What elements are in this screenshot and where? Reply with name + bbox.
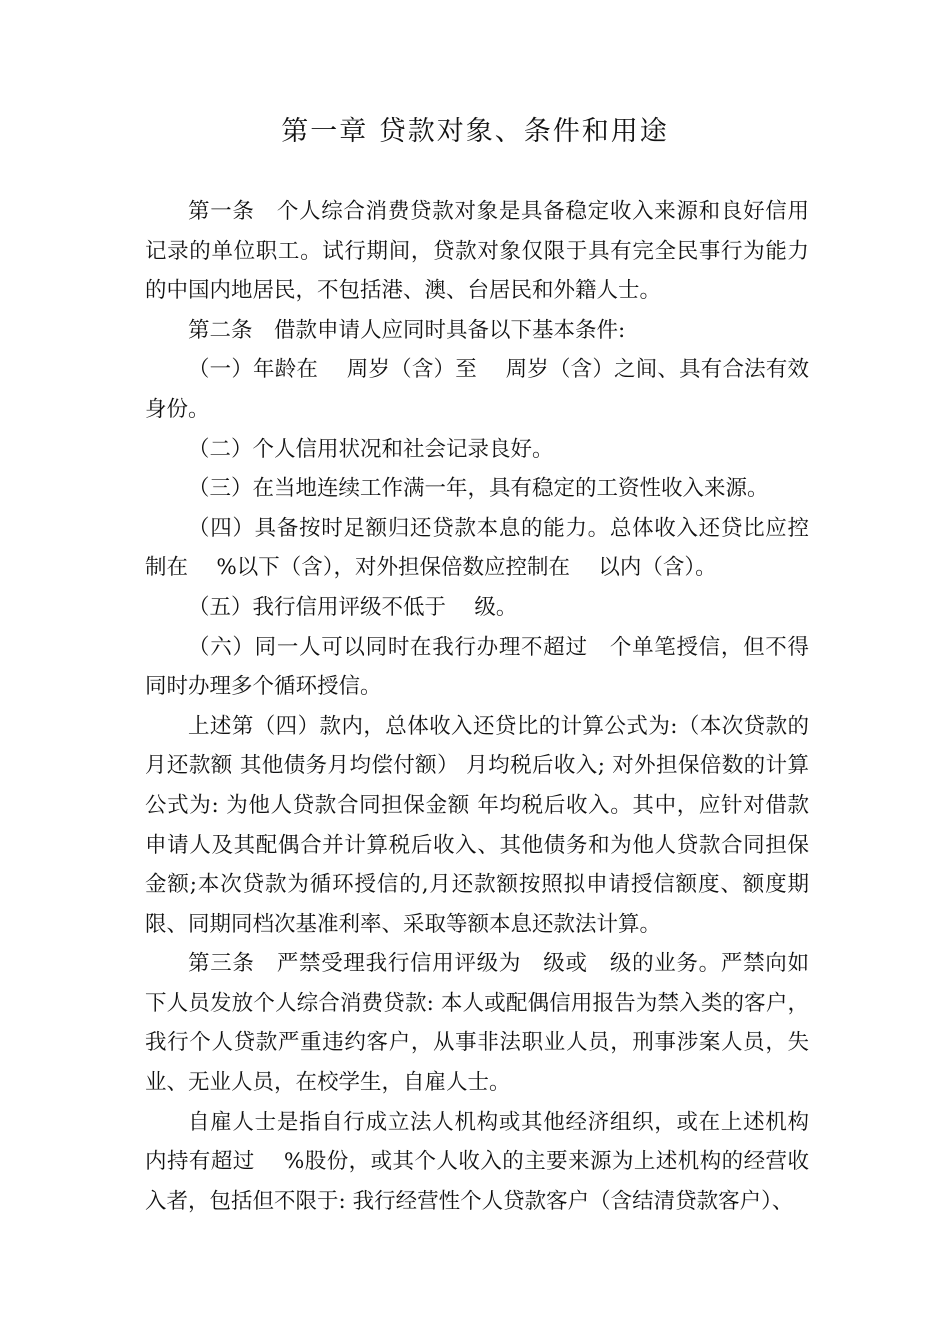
article-1-paragraph: 第一条 个人综合消费贷款对象是具备稳定收入来源和良好信用记录的单位职工。试行期间，贷款对象仅限于具有完全民事行为能力的中国内地居民，不包括港、澳、台居民和外籍人士。 xyxy=(145,199,809,304)
condition-6-paragraph: （六）同一人可以同时在我行办理不超过 个单笔授信，但不得同时办理多个循环授信。 xyxy=(145,634,809,700)
condition-4-paragraph: （四）具备按时足额归还贷款本息的能力。总体收入还贷比应控制在 %以下（含），对外担保倍数应控制在 以内（含）。 xyxy=(145,515,809,581)
condition-3-paragraph: （三）在当地连续工作满一年，具有稳定的工资性收入来源。 xyxy=(188,476,769,502)
chapter-title: 第一章 贷款对象、条件和用途 xyxy=(281,116,669,147)
document-body xyxy=(145,192,809,1221)
article-3-paragraph: 第三条 严禁受理我行信用评级为 级或 级的业务。严禁向如下人员发放个人综合消费贷款: 本人或配偶信用报告为禁入类的客户，我行个人贷款严重违约客户，从事非法职业人员，刑事涉案人员，失业、无业人员，在校学生，自雇人士。 xyxy=(145,951,809,1096)
self-employed-paragraph: 自雇人士是指自行成立法人机构或其他经济组织，或在上述机构内持有超过 %股份，或其个人收入的主要来源为上述机构的经营收入者，包括但不限于: 我行经营性个人贷款客户（含结清贷款客户）、 xyxy=(145,1109,809,1214)
article-2-paragraph: 第二条 借款申请人应同时具备以下基本条件: xyxy=(188,317,626,343)
condition-5-paragraph: （五）我行信用评级不低于 级。 xyxy=(188,594,518,620)
formula-paragraph: 上述第（四）款内，总体收入还贷比的计算公式为:（本次贷款的月还款额 其他债务月均偿付额） 月均税后收入; 对外担保倍数的计算公式为: 为他人贷款合同担保金额 年均税后收入。其中，应针对借款申请人及其配偶合并计算税后收入、其他债务和为他人贷款合同担保金额;本次贷款为循环授信的,月还款额按照拟申请授信额度、额度期限、同期同档次基准利率、采取等额本息还款法计算。 xyxy=(145,713,809,937)
condition-1-paragraph: （一）年龄在 周岁（含）至 周岁（含）之间、具有合法有效身份。 xyxy=(145,357,809,422)
condition-2-paragraph: （二）个人信用状况和社会记录良好。 xyxy=(188,436,554,462)
